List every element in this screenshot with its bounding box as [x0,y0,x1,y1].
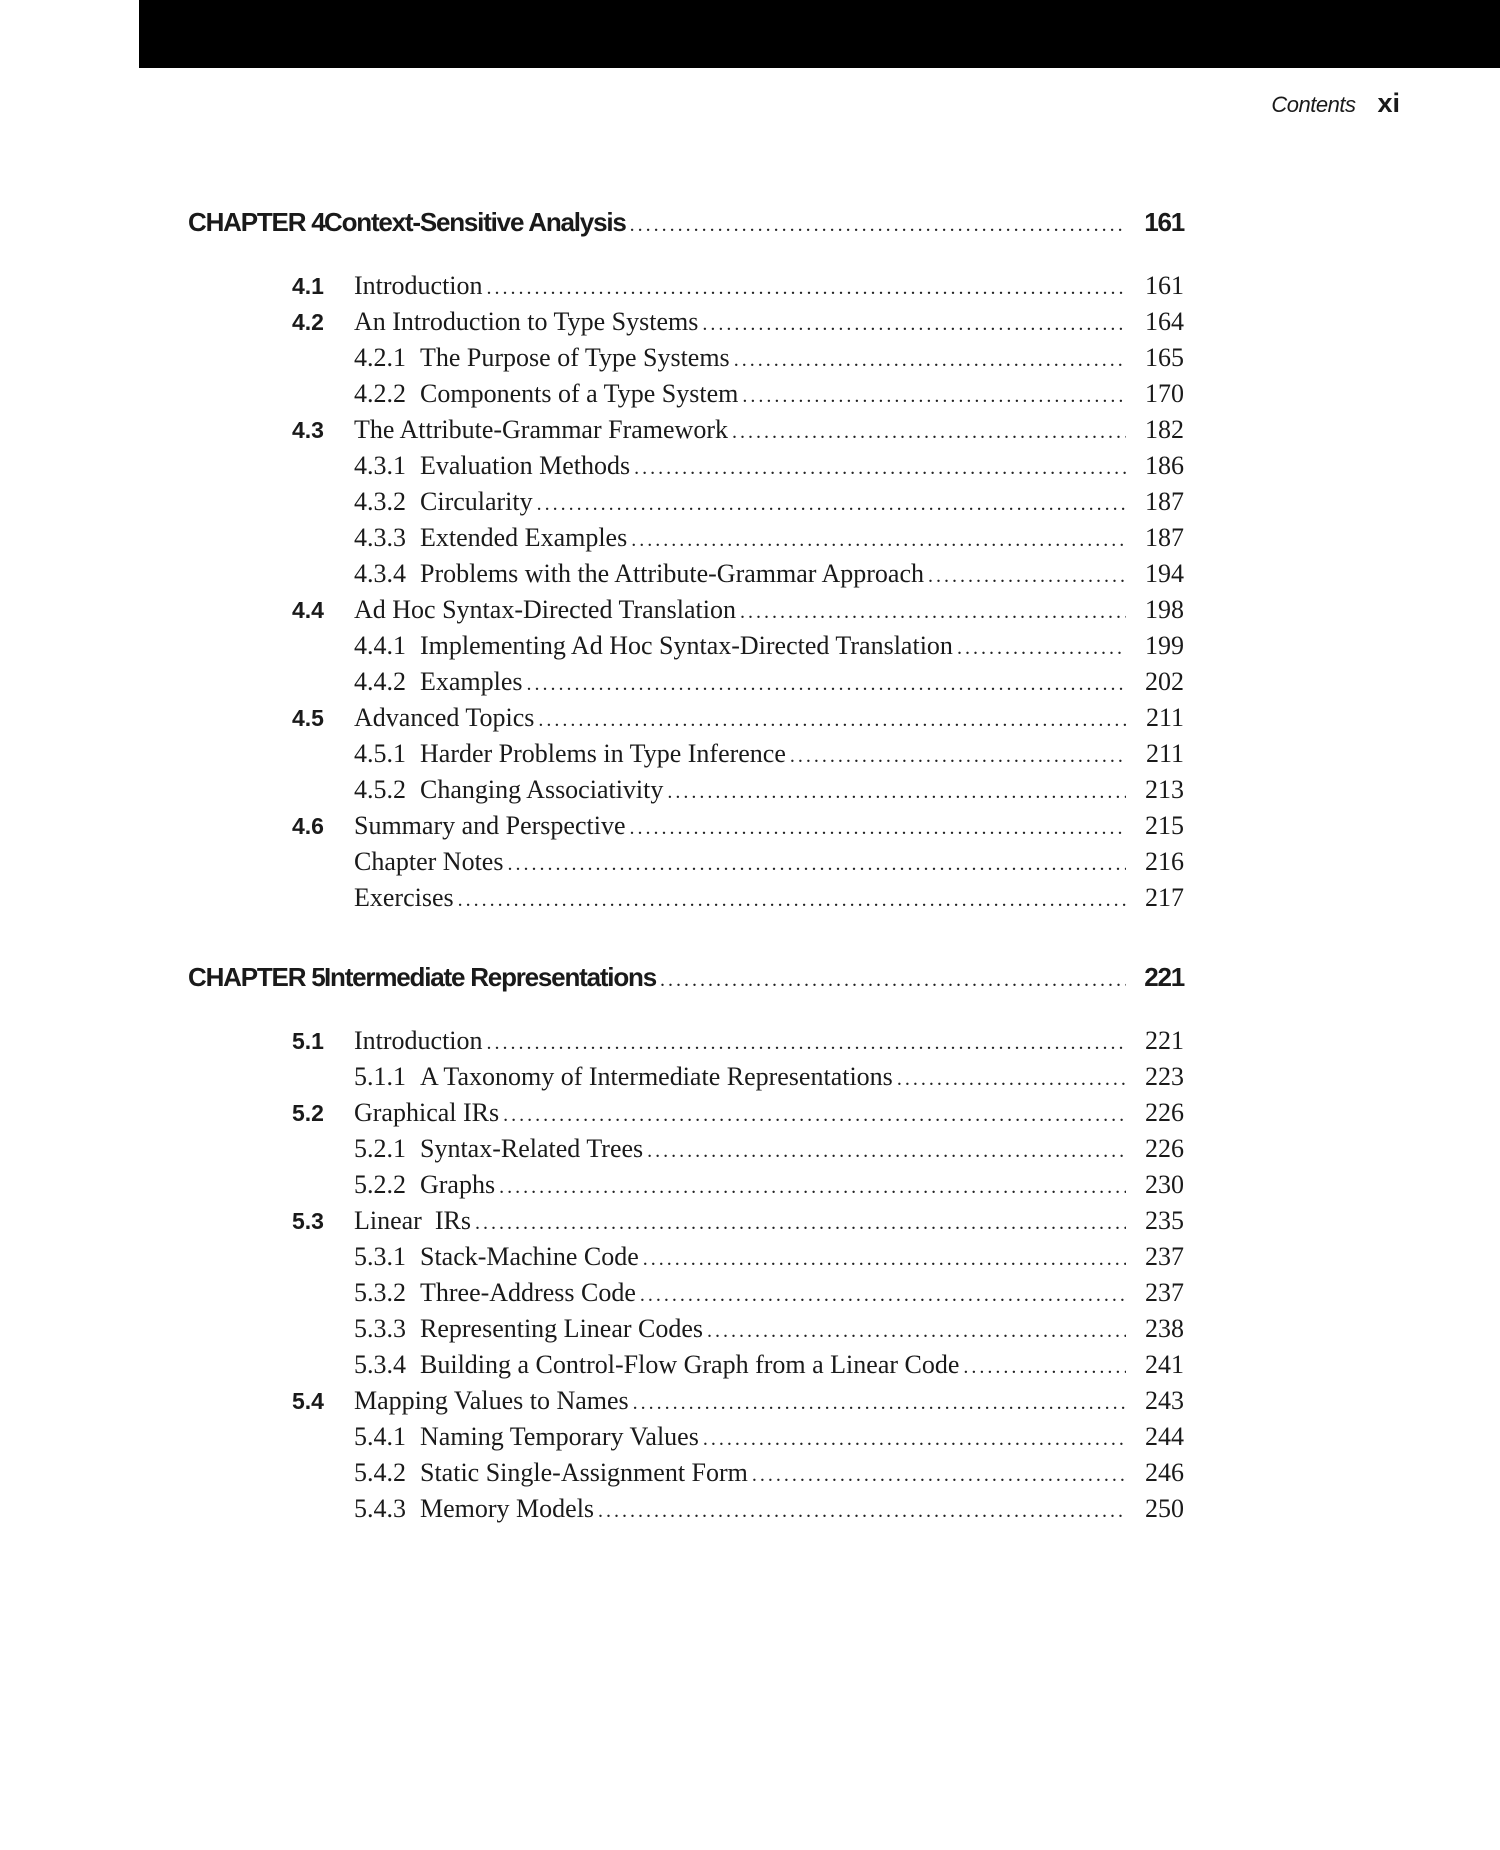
dot-leader [660,969,1126,992]
dot-leader [458,889,1126,912]
entry-page-number: 223 [1145,1062,1184,1091]
entry-page-number: 164 [1145,307,1184,336]
entry-page-number: 213 [1145,775,1184,804]
dot-leader [499,1176,1126,1199]
section-number: 4.5 [292,705,324,731]
section-number-cell [188,451,326,481]
dot-leader [703,1428,1126,1451]
dot-leader [631,529,1126,552]
dot-leader [537,493,1126,516]
dot-leader [734,349,1126,372]
entry-page-number: 199 [1145,631,1184,660]
dot-leader [640,1284,1126,1307]
toc-entry[interactable] [188,775,1184,811]
section-number-cell [188,1458,326,1488]
toc-entry[interactable] [188,451,1184,487]
entry-title: Building a Control-Flow Graph from a Linear Code [420,1350,960,1379]
toc-entry[interactable] [188,1206,1184,1242]
dot-leader [527,673,1126,696]
section-number-cell [188,1242,326,1272]
toc-entry[interactable] [188,811,1184,847]
subsection-number: 5.4.2 [354,1458,406,1487]
toc-entry[interactable] [188,667,1184,703]
toc-entry[interactable] [188,1278,1184,1314]
subsection-number: 5.3.4 [354,1350,406,1379]
dot-leader [647,1140,1126,1163]
section-number: 4.4 [292,597,324,623]
toc-entry[interactable] [188,1026,1184,1062]
toc-entry[interactable] [188,307,1184,343]
toc-entry[interactable] [188,703,1184,739]
entry-title: Introduction [354,271,483,300]
subsection-number: 4.3.2 [354,487,406,516]
entry-page-number: 211 [1145,739,1184,768]
dot-leader [897,1068,1126,1091]
section-number-cell [188,1422,326,1452]
subsection-number: 4.4.1 [354,631,406,660]
entry-page-number: 161 [1145,271,1184,300]
entry-title: Components of a Type System [420,379,739,408]
toc-entry[interactable] [188,1098,1184,1134]
dot-leader [643,1248,1126,1271]
entry-page-number: 182 [1145,415,1184,444]
toc-entry[interactable] [188,523,1184,559]
entry-page-number: 215 [1145,811,1184,840]
entry-title: The Purpose of Type Systems [420,343,730,372]
entry-page-number: 237 [1145,1242,1184,1271]
section-number: 4.1 [292,273,324,299]
section-number: 4.6 [292,813,324,839]
entry-page-number: 217 [1145,883,1184,912]
subsection-number: 4.4.2 [354,667,406,696]
section-number-cell [188,811,326,841]
running-header-page-number: xi [1377,88,1400,118]
entry-title: Naming Temporary Values [420,1422,699,1451]
entry-title: Summary and Perspective [354,811,626,840]
toc-entry[interactable] [188,487,1184,523]
dot-leader [957,637,1126,660]
section-number-cell [188,631,326,661]
entry-title: Static Single-Assignment Form [420,1458,748,1487]
section-number-cell [188,667,326,697]
dot-leader [503,1104,1126,1127]
entry-title: A Taxonomy of Intermediate Representations [420,1062,893,1091]
chapter-heading[interactable] [188,207,1184,259]
section-number-cell [188,379,326,409]
entry-page-number: 230 [1145,1170,1184,1199]
dot-leader [598,1500,1126,1523]
section-number: 5.3 [292,1208,324,1234]
toc-entry[interactable] [188,1170,1184,1206]
top-black-bar [139,0,1500,68]
toc-entry[interactable] [188,1242,1184,1278]
dot-leader [752,1464,1126,1487]
entry-title: Extended Examples [420,523,628,552]
toc-entry[interactable] [188,343,1184,379]
entry-page-number: 187 [1145,487,1184,516]
section-number-cell [188,307,326,337]
section-number: 4.3 [292,417,324,443]
dot-leader [963,1356,1126,1379]
subsection-number: 4.3.1 [354,451,406,480]
toc-entry[interactable] [188,847,1184,883]
section-number-cell [188,1134,326,1164]
dot-leader [475,1212,1126,1235]
entry-title: Harder Problems in Type Inference [420,739,786,768]
section-number: 4.2 [292,309,324,335]
section-number-cell [188,1062,326,1092]
entry-page-number: 226 [1145,1134,1184,1163]
section-number-cell [188,775,326,805]
section-number-cell [188,1350,326,1380]
entry-page-number: 186 [1145,451,1184,480]
entry-title: Memory Models [420,1494,595,1523]
section-number-cell [188,595,326,625]
section-number-cell [188,1494,326,1524]
entry-page-number: 246 [1145,1458,1184,1487]
section-number-cell [188,739,326,769]
subsection-number: 5.3.1 [354,1242,406,1271]
running-header-label: Contents [1271,92,1356,117]
section-number-cell [188,1206,326,1236]
toc-entry-list [188,271,1184,919]
section-number-cell [188,883,326,913]
chapter-page-number: 161 [1144,207,1184,237]
toc-entry[interactable] [188,1350,1184,1386]
entry-title: Mapping Values to Names [354,1386,629,1415]
toc-entry[interactable] [188,631,1184,667]
entry-page-number: 198 [1145,595,1184,624]
running-header [1271,88,1400,119]
toc-entry[interactable] [188,1062,1184,1098]
entry-page-number: 243 [1145,1386,1184,1415]
entry-title: Evaluation Methods [420,451,631,480]
entry-title: Changing Associativity [420,775,664,804]
toc-entry[interactable] [188,1422,1184,1458]
dot-leader [487,277,1126,300]
entry-title: Syntax-Related Trees [420,1134,644,1163]
entry-page-number: 170 [1145,379,1184,408]
subsection-number: 4.5.1 [354,739,406,768]
entry-title: Implementing Ad Hoc Syntax-Directed Translation [420,631,953,660]
entry-title: The Attribute-Grammar Framework [354,415,728,444]
chapter-5-section [188,962,1184,1530]
toc-entry[interactable] [188,739,1184,775]
entry-page-number: 235 [1145,1206,1184,1235]
entry-page-number: 241 [1145,1350,1184,1379]
entry-page-number: 221 [1145,1026,1184,1055]
dot-leader [633,1392,1126,1415]
entry-page-number: 250 [1145,1494,1184,1523]
toc-entry[interactable] [188,1386,1184,1422]
dot-leader [487,1032,1126,1055]
toc-entry[interactable] [188,1134,1184,1170]
subsection-number: 5.2.2 [354,1170,406,1199]
section-number-cell [188,1314,326,1344]
section-number-cell [188,343,326,373]
toc-entry[interactable] [188,1314,1184,1350]
section-number-cell [188,1386,326,1416]
entry-title: Linear IRs [354,1206,471,1235]
toc-entry[interactable] [188,415,1184,451]
chapter-label: CHAPTER 4 [188,207,325,237]
section-number-cell [188,523,326,553]
entry-page-number: 165 [1145,343,1184,372]
entry-page-number: 216 [1145,847,1184,876]
subsection-number: 4.5.2 [354,775,406,804]
subsection-number: 5.3.2 [354,1278,406,1307]
entry-page-number: 244 [1145,1422,1184,1451]
dot-leader [634,457,1126,480]
entry-title: Graphical IRs [354,1098,500,1127]
subsection-number: 4.3.4 [354,559,406,588]
entry-title: Problems with the Attribute-Grammar Approach [420,559,925,588]
toc-entry[interactable] [188,595,1184,631]
chapter-label: CHAPTER 5 [188,962,325,992]
dot-leader [538,709,1126,732]
toc-entry[interactable] [188,1458,1184,1494]
subsection-number: 5.1.1 [354,1062,406,1091]
section-number: 5.4 [292,1388,324,1414]
toc-entry[interactable] [188,559,1184,595]
entry-title: Ad Hoc Syntax-Directed Translation [354,595,737,624]
entry-page-number: 187 [1145,523,1184,552]
entry-title: Circularity [420,487,533,516]
entry-title: Chapter Notes [354,847,504,876]
dot-leader [630,214,1126,237]
toc-entry[interactable] [188,1494,1184,1530]
section-number-cell [188,271,326,301]
dot-leader [742,385,1126,408]
dot-leader [740,601,1126,624]
section-number: 5.1 [292,1028,324,1054]
subsection-number: 5.4.3 [354,1494,406,1523]
entry-title: An Introduction to Type Systems [354,307,699,336]
section-number-cell [188,1098,326,1128]
chapter-4-section [188,207,1184,919]
entry-title: Advanced Topics [354,703,535,732]
subsection-number: 5.3.3 [354,1314,406,1343]
section-number-cell [188,1026,326,1056]
dot-leader [790,745,1126,768]
subsection-number: 4.2.1 [354,343,406,372]
entry-title: Graphs [420,1170,496,1199]
section-number-cell [188,559,326,589]
dot-leader [707,1320,1126,1343]
section-number-cell [188,847,326,877]
entry-page-number: 237 [1145,1278,1184,1307]
dot-leader [667,781,1126,804]
toc-entry[interactable] [188,271,1184,307]
entry-title: Examples [420,667,523,696]
subsection-number: 4.2.2 [354,379,406,408]
toc-entry[interactable] [188,379,1184,415]
chapter-title: Intermediate Representations [324,962,656,992]
dot-leader [507,853,1126,876]
entry-page-number: 238 [1145,1314,1184,1343]
entry-title: Representing Linear Codes [420,1314,704,1343]
chapter-page-number: 221 [1144,962,1184,992]
entry-page-number: 226 [1145,1098,1184,1127]
section-number-cell [188,1170,326,1200]
toc-entry[interactable] [188,883,1184,919]
section-number-cell [188,487,326,517]
chapter-title: Context-Sensitive Analysis [324,207,626,237]
entry-title: Three-Address Code [420,1278,636,1307]
entry-page-number: 211 [1145,703,1184,732]
section-number: 5.2 [292,1100,324,1126]
entry-page-number: 194 [1145,559,1184,588]
entry-title: Stack-Machine Code [420,1242,639,1271]
toc-entry-list [188,1026,1184,1530]
section-number-cell [188,1278,326,1308]
section-number-cell [188,415,326,445]
dot-leader [630,817,1127,840]
dot-leader [702,313,1126,336]
subsection-number: 5.2.1 [354,1134,406,1163]
entry-page-number: 202 [1145,667,1184,696]
dot-leader [928,565,1126,588]
subsection-number: 5.4.1 [354,1422,406,1451]
entry-title: Exercises [354,883,454,912]
entry-title: Introduction [354,1026,483,1055]
chapter-heading[interactable] [188,962,1184,1014]
dot-leader [732,421,1126,444]
subsection-number: 4.3.3 [354,523,406,552]
section-number-cell [188,703,326,733]
